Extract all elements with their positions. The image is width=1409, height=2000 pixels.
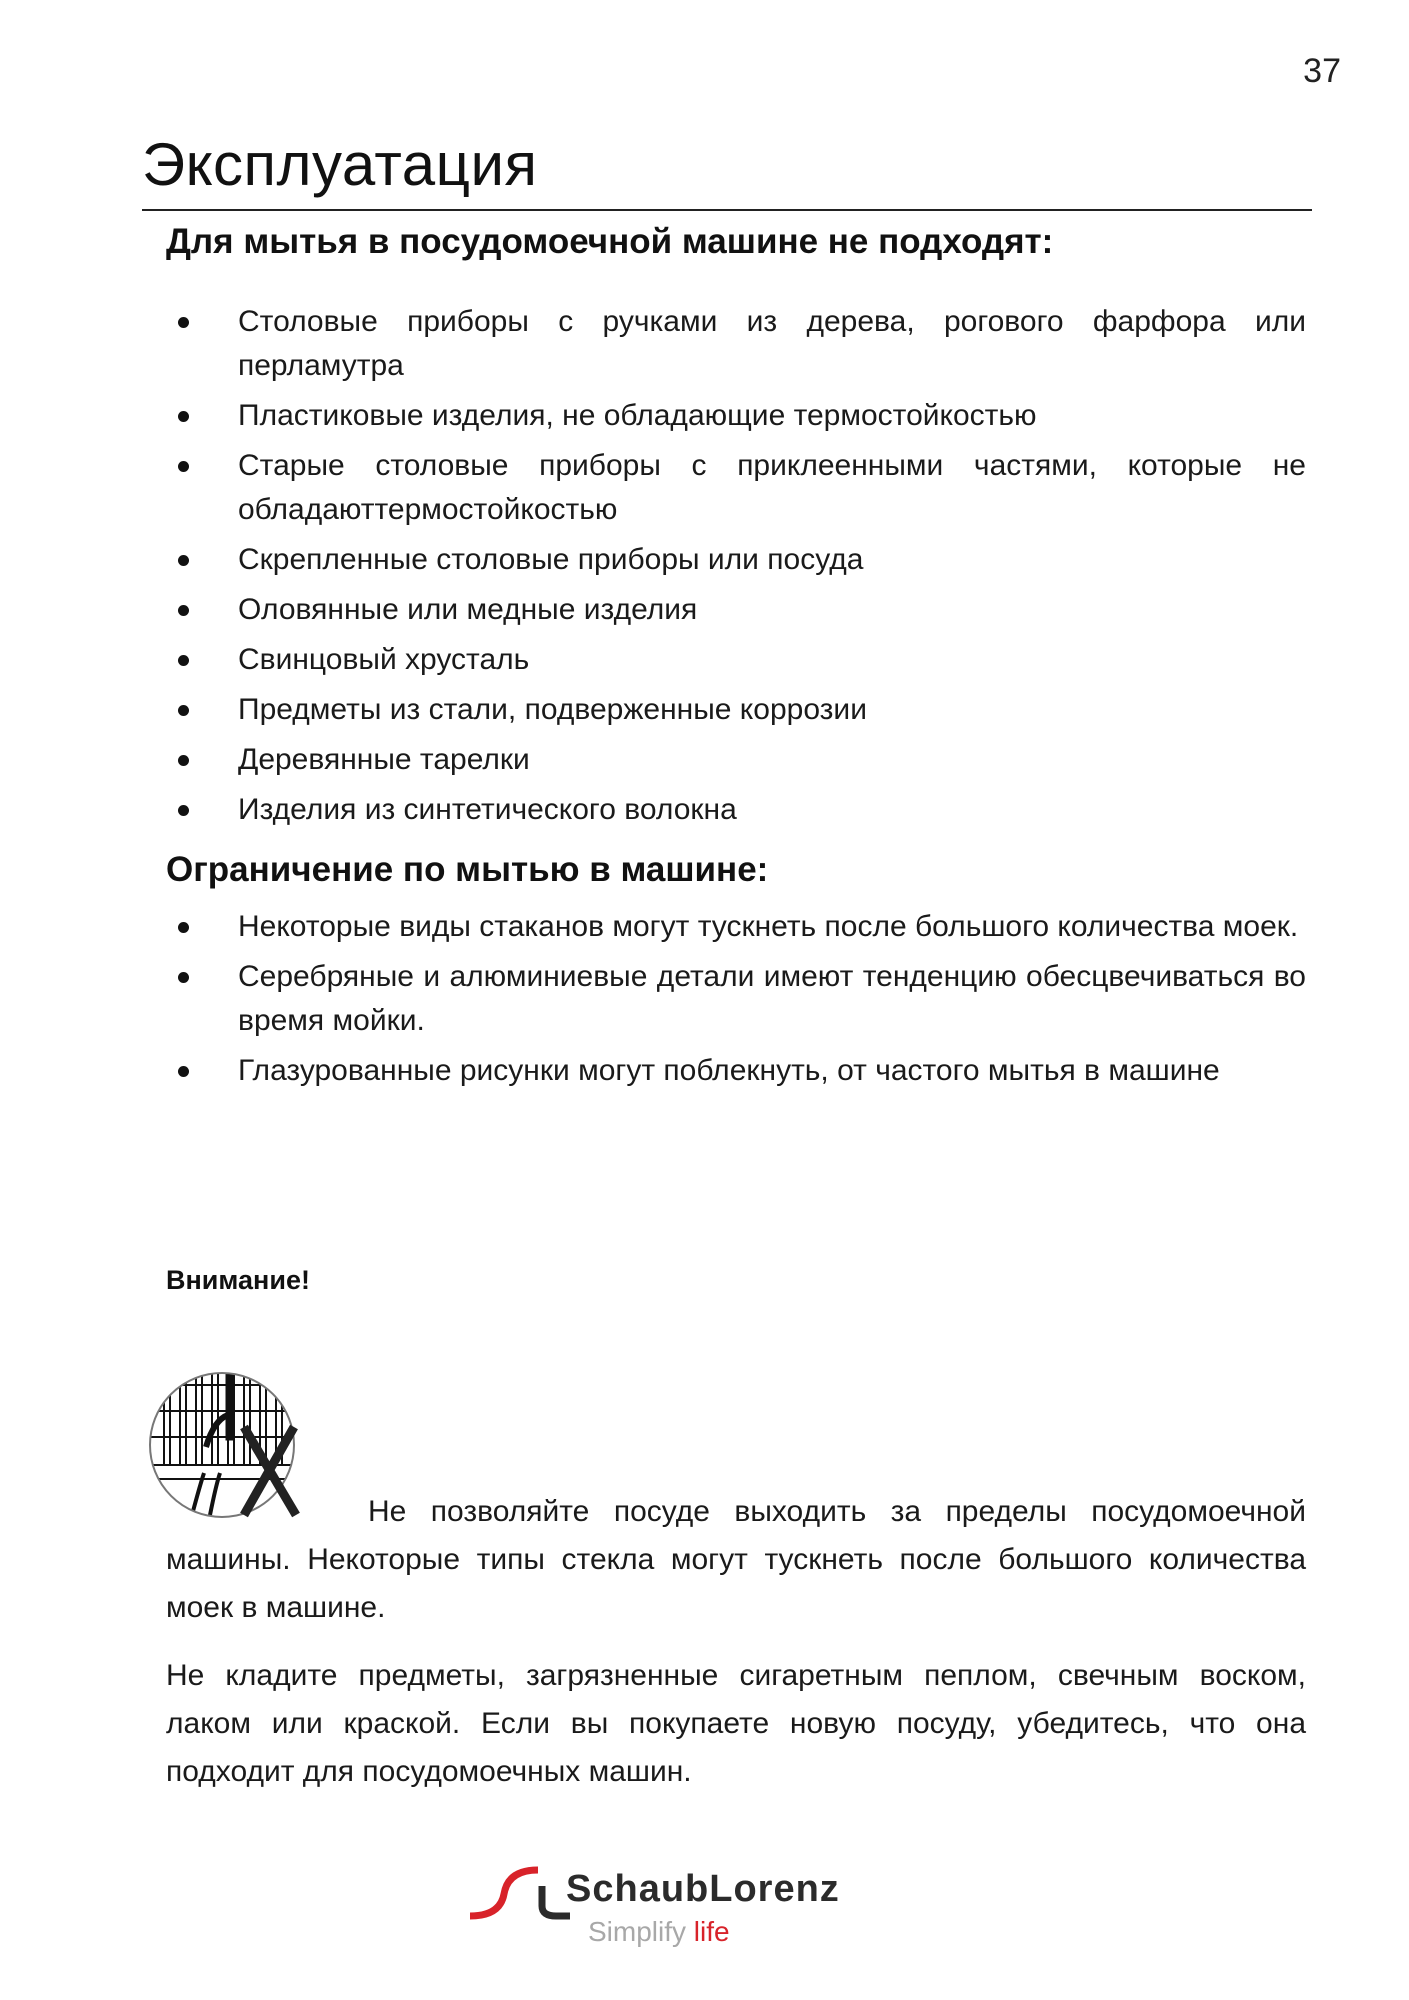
bullet-icon: [178, 555, 189, 566]
attention-paragraph-2: [166, 1652, 1306, 1796]
logo-mark-icon: [460, 1858, 570, 1938]
tagline-accent: life: [693, 1916, 730, 1947]
list-item-text: Деревянные тарелки: [238, 743, 530, 776]
list-item-text: Серебряные и алюминиевые детали имеют тенденцию обесцвечиваться во время мойки.: [238, 960, 1306, 1037]
list-item-text: Глазурованные рисунки могут поблекнуть, от частого мытья в машине: [238, 1054, 1220, 1087]
list-item-text: Некоторые виды стаканов могут тускнеть после большого количества моек.: [238, 910, 1299, 943]
list-item: [166, 394, 1306, 438]
bullet-icon: [178, 1066, 189, 1077]
list-item-text: Скрепленные столовые приборы или посуда: [238, 543, 864, 576]
list-item-text: Свинцовый хрусталь: [238, 643, 530, 676]
limitations-heading: Ограничение по мытью в машине:: [166, 850, 769, 889]
brand-logo: [460, 1858, 920, 1968]
list-item: [166, 955, 1306, 1043]
title-divider: [142, 209, 1312, 211]
page-title: Эксплуатация: [142, 131, 538, 198]
unsuitable-list: [166, 300, 1306, 838]
list-item: [166, 638, 1306, 682]
attention-paragraph-1: [166, 1488, 1306, 1632]
list-item-text: Изделия из синтетического волокна: [238, 793, 737, 826]
brand-tagline: [588, 1916, 730, 1948]
list-item: [166, 788, 1306, 832]
bullet-icon: [178, 972, 189, 983]
list-item: [166, 444, 1306, 532]
paragraph-text: Не позволяйте посуде выходить за пределы посудомоечной машины. Некоторые типы стекла могут тускнеть после большого количества моек в машине.: [166, 1495, 1306, 1624]
bullet-icon: [178, 317, 189, 328]
list-item-text: Пластиковые изделия, не обладающие термостойкостью: [238, 399, 1037, 432]
bullet-icon: [178, 655, 189, 666]
list-item-text: Столовые приборы с ручками из дерева, рогового фарфора или перламутра: [238, 305, 1306, 382]
page-number: 37: [1303, 52, 1341, 90]
list-item: [166, 588, 1306, 632]
list-item: [166, 738, 1306, 782]
list-item-text: Оловянные или медные изделия: [238, 593, 698, 626]
attention-label: Внимание!: [166, 1265, 310, 1295]
bullet-icon: [178, 411, 189, 422]
brand-name: SchaubLorenz: [566, 1868, 840, 1910]
list-item-text: Старые столовые приборы с приклеенными частями, которые не обладаюттермостойкостью: [238, 449, 1306, 526]
bullet-icon: [178, 461, 189, 472]
tagline-main: Simplify: [588, 1916, 694, 1947]
list-item-text: Предметы из стали, подверженные коррозии: [238, 693, 867, 726]
list-item: [166, 300, 1306, 388]
list-item: [166, 538, 1306, 582]
bullet-icon: [178, 755, 189, 766]
bullet-icon: [178, 805, 189, 816]
unsuitable-heading: Для мытья в посудомоечной машине не подходят:: [166, 222, 1054, 261]
paragraph-text: Не кладите предметы, загрязненные сигаретным пеплом, свечным воском, лаком или краской. Если вы покупаете новую посуду, убедитесь, что она подходит для посудомоечных машин.: [166, 1659, 1306, 1788]
bullet-icon: [178, 705, 189, 716]
limitations-list: [166, 905, 1306, 1099]
list-item: [166, 1049, 1306, 1093]
list-item: [166, 905, 1306, 949]
bullet-icon: [178, 922, 189, 933]
bullet-icon: [178, 605, 189, 616]
list-item: [166, 688, 1306, 732]
